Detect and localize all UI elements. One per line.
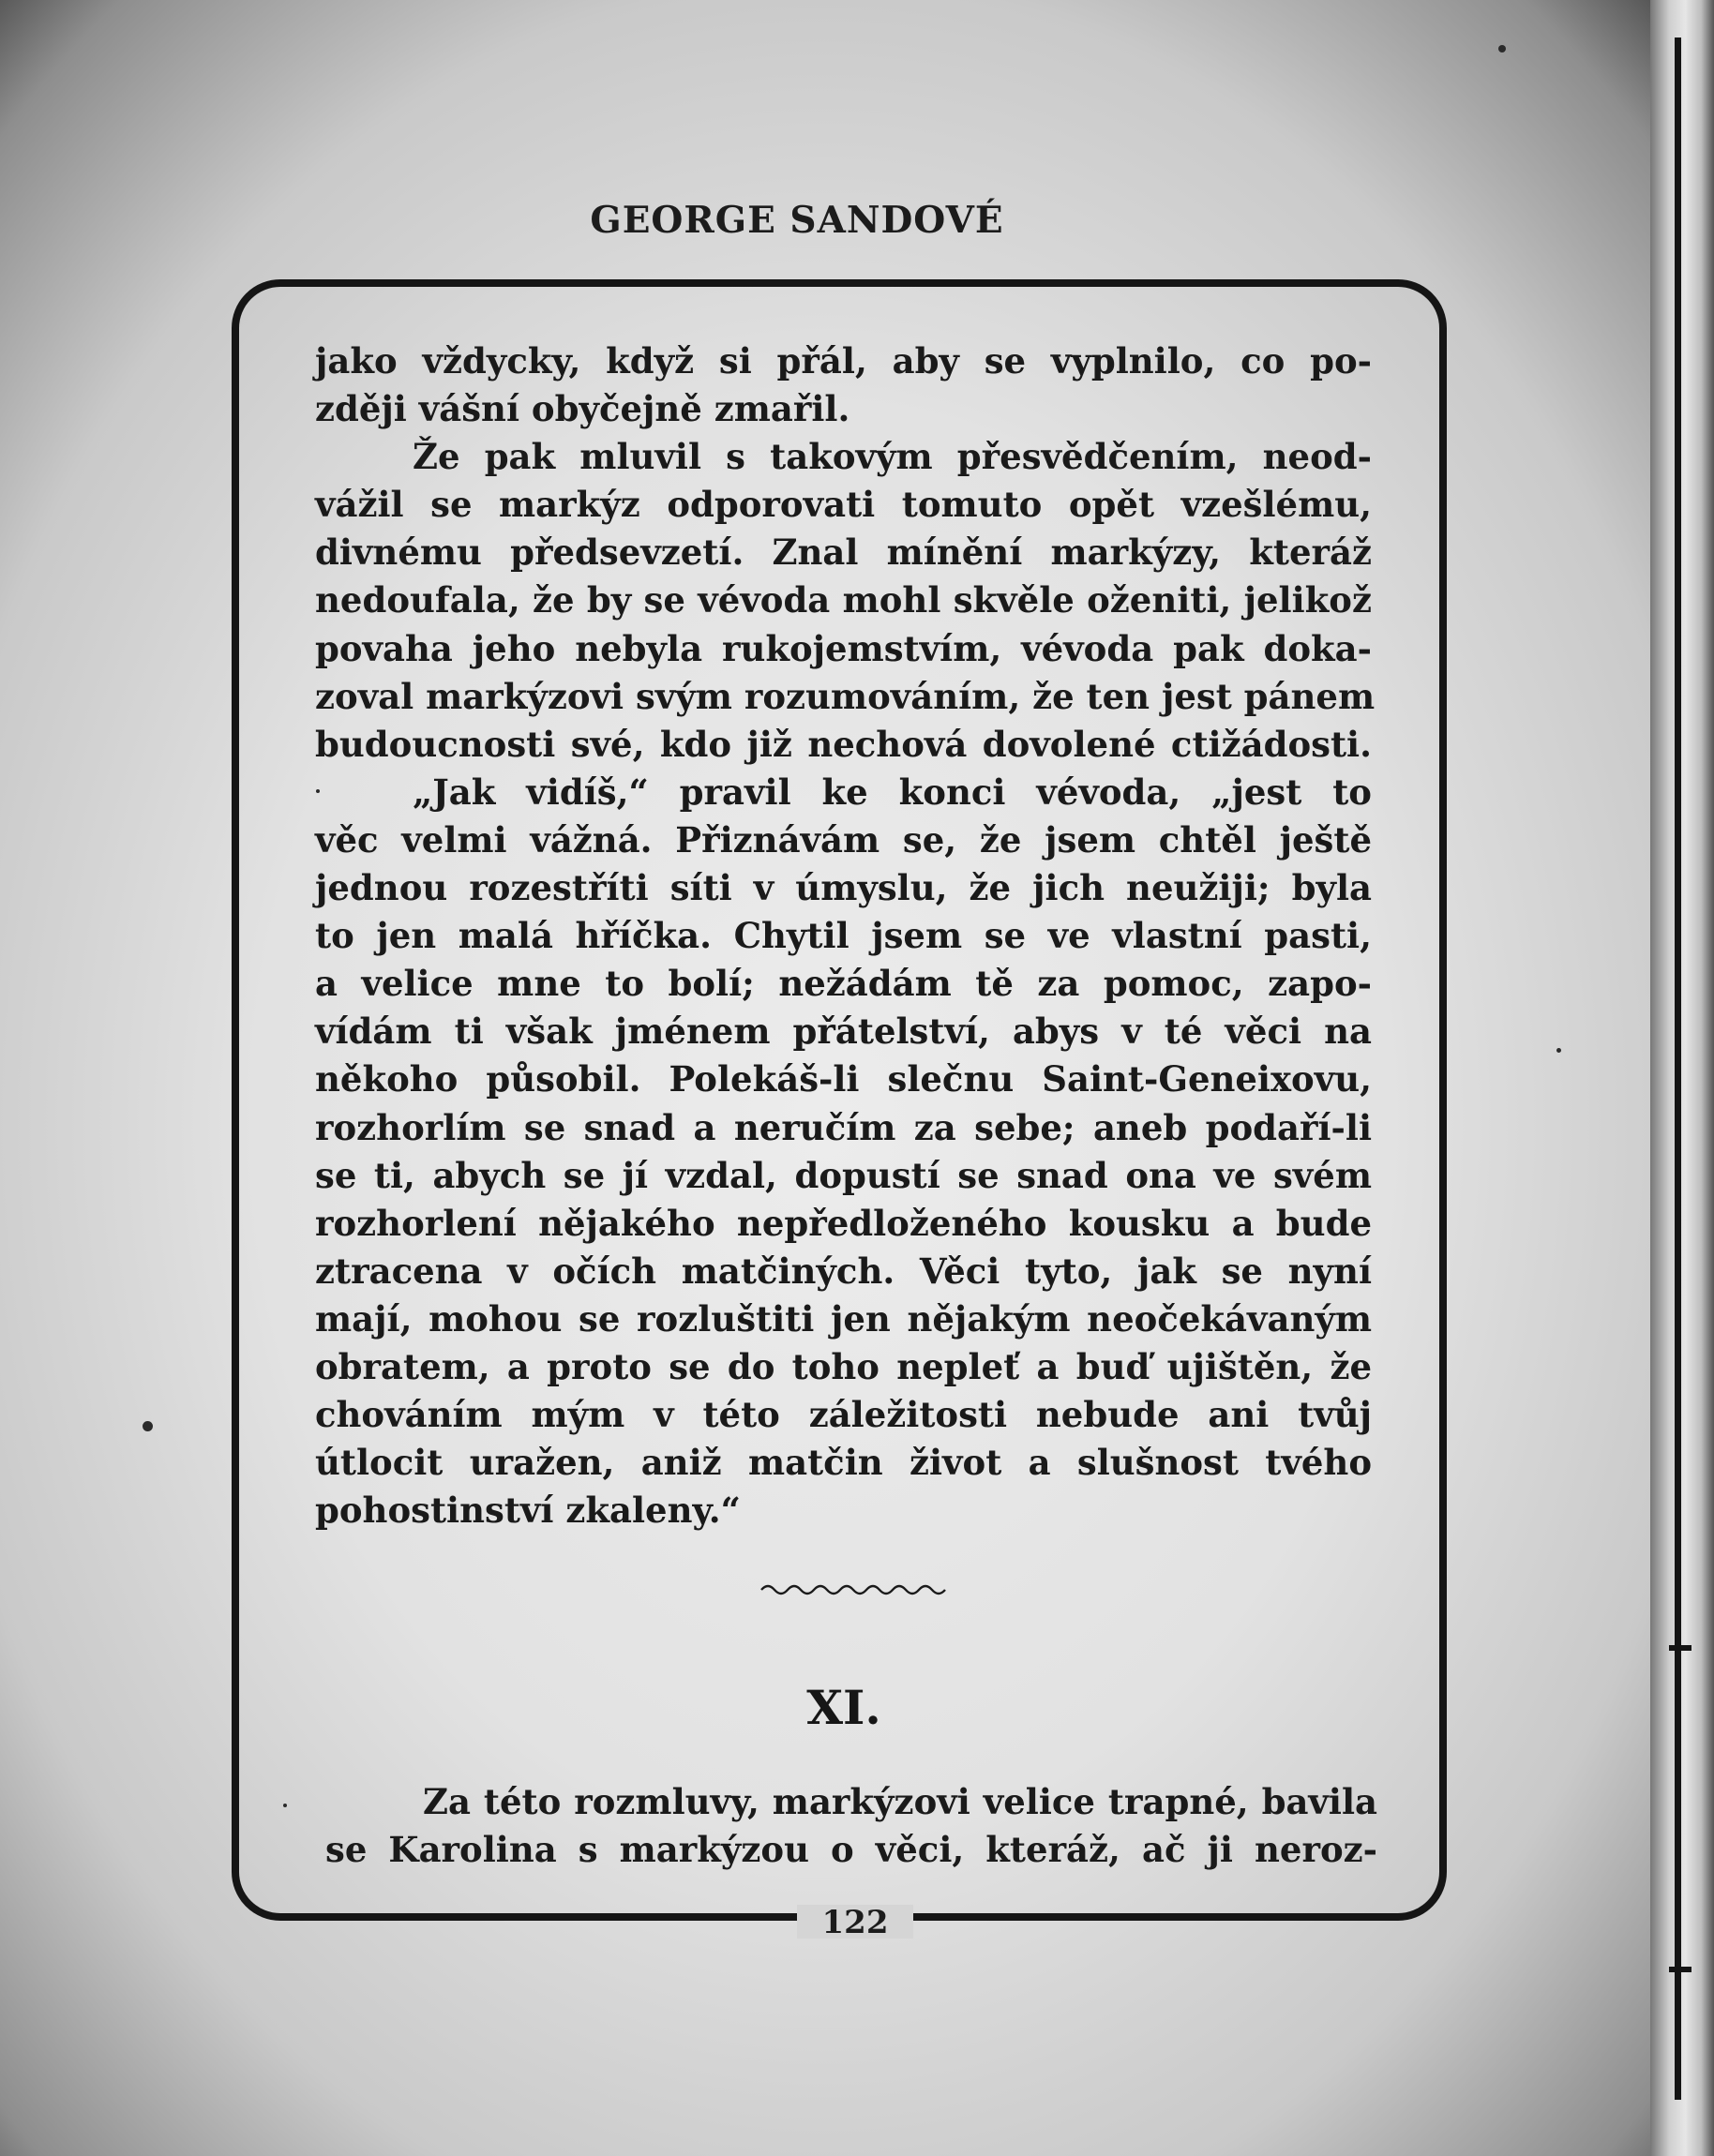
text-line: Že pak mluvil s takovým přesvědčením, neod- — [413, 436, 1372, 478]
text-line: pohostinství zkaleny.“ — [315, 1490, 741, 1532]
text-line: rozhorlení nějakého nepředloženého kousku a bude — [315, 1202, 1372, 1244]
page-number: 122 — [821, 1904, 889, 1941]
text-line: jednou rozestříti síti v úmyslu, že jich neužiji; byla — [315, 867, 1372, 909]
binding-rule — [1675, 37, 1681, 2100]
text-line: „Jak vidíš,“ pravil ke konci vévoda, „jest to — [413, 771, 1372, 813]
text-line: věc velmi vážná. Přiznávám se, že jsem chtěl ještě — [315, 818, 1372, 861]
ink-speck — [1498, 45, 1506, 52]
text-line: se Karolina s markýzou o věci, kteráž, ač ji neroz- — [325, 1829, 1377, 1871]
text-line: povaha jeho nebyla rukojemstvím, vévoda pak doka- — [315, 627, 1372, 669]
edge-mark — [1669, 1967, 1691, 1972]
text-line: budoucnosti své, kdo již nechová dovolené ctižádosti. — [315, 723, 1372, 765]
text-line: ztracena v očích matčiných. Věci tyto, jak se nyní — [315, 1250, 1372, 1292]
wavy-rule-ornament — [759, 1579, 947, 1601]
text-line: jako vždycky, když si přál, aby se vyplnilo, co po- — [315, 340, 1372, 382]
text-line: zoval markýzovi svým rozumováním, že ten jest pánem — [315, 675, 1376, 717]
ink-speck — [143, 1421, 153, 1431]
edge-mark — [1669, 1645, 1691, 1651]
running-head: GEORGE SANDOVÉ — [590, 199, 1004, 242]
body-text — [315, 337, 1376, 1535]
text-line: rozhorlím se snad a neručím za sebe; aneb podaří-li — [315, 1106, 1372, 1148]
ink-speck — [1556, 1048, 1561, 1053]
text-line: obratem, a proto se do toho nepleť a buď ujištěn, že — [315, 1345, 1372, 1387]
text-line: vážil se markýz odporovati tomuto opět vzešlému, — [315, 484, 1372, 526]
text-line: to jen malá hříčka. Chytil jsem se ve vlastní pasti, — [315, 915, 1372, 957]
text-line: nedoufala, že by se vévoda mohl skvěle oženiti, jelikož — [315, 579, 1372, 621]
text-line: zději vášní obyčejně zmařil. — [315, 388, 850, 430]
chapter-text — [325, 1778, 1377, 1874]
text-line: se ti, abych se jí vzdal, dopustí se snad ona ve svém — [315, 1154, 1372, 1196]
page-edge — [1650, 0, 1714, 2156]
text-line: Za této rozmluvy, markýzovi velice trapné, bavila — [423, 1781, 1377, 1822]
text-line: divnému předsevzetí. Znal mínění markýzy, kteráž — [315, 532, 1372, 574]
ink-speck — [283, 1804, 287, 1807]
text-line: mají, mohou se rozluštiti jen nějakým neočekávaným — [315, 1297, 1372, 1340]
text-line: vídám ti však jménem přátelství, abys v té věci na — [315, 1011, 1372, 1053]
text-line: někoho působil. Polekáš-li slečnu Saint-Geneixovu, — [315, 1058, 1372, 1100]
text-line: a velice mne to bolí; nežádám tě za pomoc, zapo- — [315, 963, 1372, 1005]
text-line: chováním mým v této záležitosti nebude ani tvůj — [315, 1394, 1372, 1436]
ink-speck — [316, 789, 320, 793]
text-line: útlocit uražen, aniž matčin život a slušnost tvého — [315, 1442, 1372, 1484]
chapter-heading: XI. — [806, 1680, 881, 1735]
